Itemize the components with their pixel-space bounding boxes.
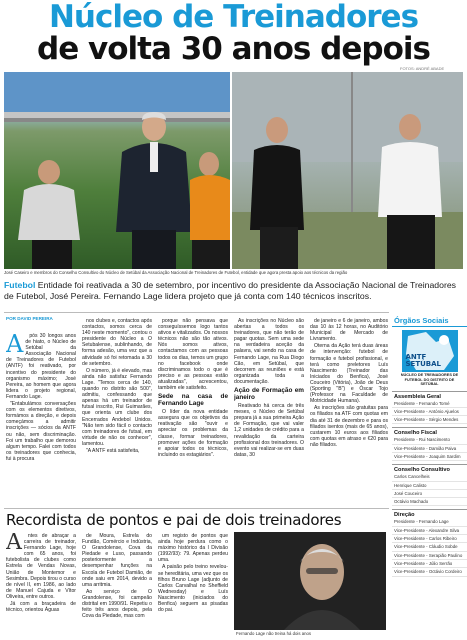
sidebar-row: Vice-Presidente - António Ajuelos [392,408,467,416]
sidebar-row: Vice-Presidente - Serapião Paulino [392,552,467,560]
sidebar-row: Presidente - Rui Nascimento [392,436,467,444]
sidebar-row: Vice-Presidente - Sérgio Mendes [392,416,467,424]
subheading: Ação de Formação em janeiro [234,387,304,402]
sidebar-row: Henrique Calisto [392,482,467,490]
story2-photo-caption: Fernando Lage não treina há dois anos [236,631,312,636]
article-column-3 [158,318,228,508]
sidebar-row: José Couceiro [392,490,467,498]
logo-text: ANTF SETÚBAL [405,353,441,368]
sidebar-row: Octávio Machado [392,498,467,506]
article-paragraph: "A ANTF está satisfeita, [86,447,140,454]
story2-column-1 [6,533,76,638]
article-paragraph: As inscrições são gratuitas para os filiados na ATF com quotas em dia até 31 de dezembro e para os filiados isentos (mais de 65 anos), custarem 10 euros aos filiados com quotas em atraso e €20 para não filiados. [310,405,388,448]
sidebar-row: Carlos Cancelheis [392,473,467,481]
sidebar-row: Vice-Presidente - Carlos Ribeiro [392,535,467,543]
article-column-4 [234,318,304,508]
story2-column-3 [158,533,228,638]
subheading: Sede na casa de Fernando Lage [158,393,228,408]
article-column-5 [310,318,388,508]
sidebar-row: Vice-Presidente - Júlio Serrão [392,560,467,568]
article-paragraph: pós 30 longos anos de hiato, o Núcleo de Setúbal da Associação Nacional de Treinadores de Futebol (ANTF) foi reativado, por incentivo do presidente do organismo máximo; José Pereira, ao homem que agora lidera o projeto regional, Fernando Lage. [6,333,76,400]
story2-title: Recordista de pontos e pai de dois treinadores [6,511,342,529]
headline-line-2: de volta 30 anos depois [37,31,430,67]
story2-paragraph: Já com a braçadeira de técnico, orientou Águas [6,601,76,614]
story2-paragraph: de Moura, Estrela do Fundão, Comércio e Indústria, O Grandolense, Cova da Piedade e Luso, passando posteriormente a desempenhar funções na Escola de Futebol Damião, de onde saiu em 2014, devido a uma arritmia. [82,533,152,588]
sidebar-row: Vice-Presidente - Joaquim Sardim [392,453,467,461]
article-paragraph: nos clubes e, contactos após contactos, somos cerca de 140 neste momento", contou o presidente do Núcleo a O Setubalense, sublinhando, de forma adesão, uma vez que a atividade só foi retomada a 30 de setembro. [82,318,152,367]
story2-paragraph: Ao serviço de O Grandolense, foi campeão distrital em 1990/91. Repetiu o feito três anos depois, pela Cova da Piedade, mas com [82,588,152,620]
section-conselho-fiscal: Conselho Fiscal [392,427,467,436]
sidebar-title: Órgãos Sociais [392,314,467,327]
fernando-lage-photo [234,532,386,630]
article-paragraph: "Entabulámos conversações com os elementos diretivos, formámos a direção, e depois começámos a admitir inscrições — sócios da ANTF ou não, sem discriminação. Foi um trabalho que demorou algum tempo. Falei com todos os treinadores que conhecia, fui à procura [6,401,76,462]
article-paragraph: O líder da nova entidade assegura que os objetivos da reativação são "ouvir e apreciar os problemas da classe, formar treinadores, promover ações de formação e apoiar todos os técnicos, incluindo os estagiários". [158,409,228,458]
story2-paragraph: um registo de pontos que ainda hoje perdura como o máximo histórico da I Divisão (1992/93): 79. Apenas perdeu uma. [158,533,228,564]
article-paragraph: Reativado há cerca de três meses, o Núcleo de Setúbal prepara já a sua primeira Ação de Formação, que vai valer 1,2 unidades de crédito para a revalidação da carteira profissional dos treinadores. O evento vai realizar-se em duas datas, 30 [234,403,304,458]
article-paragraph: porque não pensava que conseguíssemos logo tantos ativos e vitalizados. Os nossos técnicos não são tão ativos. Nós somos ativos, contactamos com as pessoas todos os dias, temos um grupo no facebook onde discriminamos todo o que é preciso e as pessoas estão atualizadas", acrescentou, também ele satisfeito. [158,318,228,392]
headline-line-1: Núcleo de Treinadores [48,0,419,35]
lede [4,280,464,301]
divider [4,508,389,509]
sidebar-row: Presidente - Fernando Lage [392,518,467,526]
story2-paragraph: A paixão pelo treino revelou-se hereditária, uma vez que os filhos Bruno Lage (adjunto de Carlos Carvalhal no Sheffield Wednesday) e Luís Nascimento (iniciados do Benfica) seguem as pisadas do pai. [158,564,228,614]
byline: POR DAVID PEREIRA [6,316,53,321]
article-paragraph: de janeiro e 6 de janeiro, ambos das 10 às 12 horas, no Auditório Municipal de Mercado de Livramento. [310,318,388,343]
main-photo-right [232,72,463,269]
photo-caption: José Caseiro e membros do Conselho Consultivo do Núcleo de Setúbal da Associação Nacional de Treinadores de Futebol, entidade que agora presta apoio aos técnicos da região [4,270,348,275]
section-direcao: Direção [392,509,467,518]
sidebar-row: Vice-Presidente - Damião Paiva [392,445,467,453]
article-paragraph: Oterna da Ação terá duas áreas de intervenção: futebol de formação e futebol profissional, e terá como preletores Luís Nascimento (Treinador das Iniciados do Benfica), José Couceiro (Vitória), João de Deus (Sporting "B") e Óscar Tojo (Professor na Faculdade de Motricidade Humana). [310,343,388,405]
article-paragraph: O número, já é elevado, mas ainda não satisfaz Fernando Lage. "Temos cerca de 140, quando no distrito são 500", admitiu, confessando que apenas há um treinador de futsal inscrito, Rui Guimarães, que orienta um clube dos Encerrados Andebol Unidos. "Não tem sido fácil o contacto com treinadores de futsal, em virtude de não os conhecer", lamentou. [82,367,152,447]
sidebar-row: Vice-Presidente - Alexandre Silva [392,527,467,535]
lede-text: Entidade foi reativada a 30 de setembro, por incentivo do presidente da Associação Nacional de Treinadores de Futebol, José Pereira. Fernando Lage lidera projeto que já conta com 140 técnicos inscritos. [4,280,457,301]
sidebar-row: Presidente - Fernando Tomé [392,400,467,408]
sidebar-orgaos-sociais [392,314,467,640]
headline [0,0,467,72]
lede-lead-word: Futebol [4,280,36,290]
article-column-1 [6,333,76,508]
divider [4,312,389,313]
section-conselho-consultivo: Conselho Consultivo [392,464,467,473]
dropcap: A [6,333,24,358]
section-assembleia-geral: Assembleia Geral [392,391,467,400]
photo-credit: FOTOS: ANDRÉ ABADE [400,66,445,71]
story2-column-2 [82,533,152,638]
dropcap: A [6,533,22,555]
logo-caption: NÚCLEO DE TREINADORES DE FUTEBOL DO DISTRITO DE SETÚBAL [400,373,459,386]
antf-logo [402,330,458,372]
main-photo-left [4,72,230,269]
sidebar-row: Vice-Presidente - Octávio Cordeiro [392,568,467,576]
article-column-2 [82,318,152,508]
sidebar-row: Vice-Presidente - Cláudio Sobde [392,543,467,551]
article-paragraph: As inscrições no Núcleo são abertas a todos os treinadores, que não terão de pagar quotas. Sem uma sede na verdadeira aceção da palavra, vai sendo na casa de Fernando Lage, na Rua Diogo Cão, em Setúbal, que decorrem as reuniões e está organizada toda a documentação. [234,318,304,385]
story2-paragraph: ntes de abraçar a carreira de treinador, Fernando Lage, hoje com 65 anos, foi futebolista de clubes como Estrela de Vendas Novas, União de Montemor e Sesimbra. Depois tirou o curso de nível II, em 1986, ao lado de Manuel Cajuda e Vítor Oliveira, entre outros. [6,533,76,600]
